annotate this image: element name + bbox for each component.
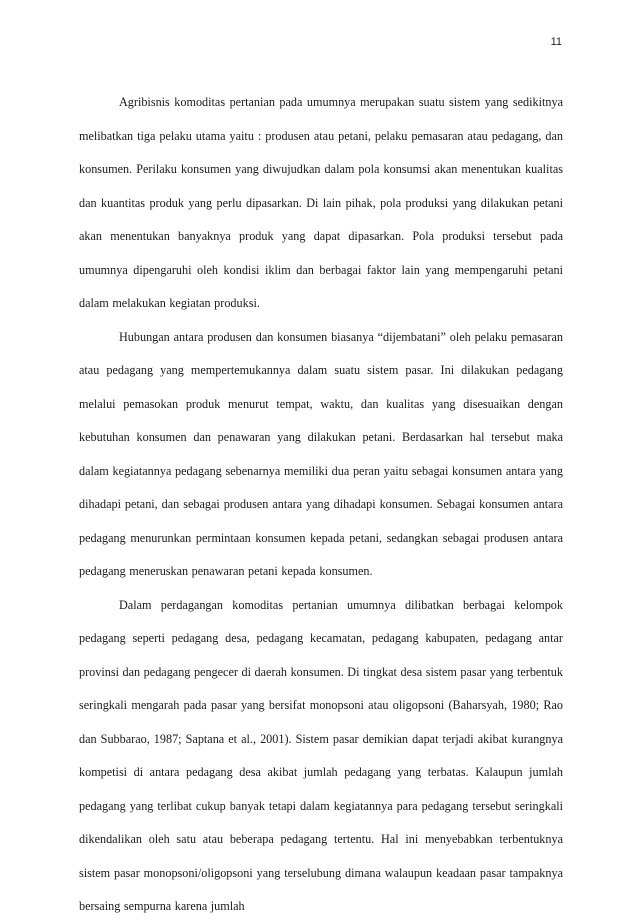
page-number: 11 <box>550 36 562 48</box>
paragraph-agribisnis: Agribisnis komoditas pertanian pada umumnya merupakan suatu sistem yang sedikitnya melibatkan tiga pelaku utama yaitu : produsen atau petani, pelaku pemasaran atau pedagang, dan konsumen. Perilaku konsumen yang diwujudkan dalam pola konsumsi akan menentukan kualitas dan kuantitas produk yang perlu dipasarkan. Di lain pihak, pola produksi yang dilakukan petani akan menentukan banyaknya produk yang dapat dipasarkan. Pola produksi tersebut pada umumnya dipengaruhi oleh kondisi iklim dan berbagai faktor lain yang mempengaruhi petani dalam melakukan kegiatan produksi. <box>79 95 563 310</box>
document-body <box>79 86 563 924</box>
paragraph-hubungan: Hubungan antara produsen dan konsumen biasanya “dijembatani” oleh pelaku pemasaran atau pedagang yang mempertemukannya dalam suatu sistem pasar. Ini dilakukan pedagang melalui pemasokan produk menurut tempat, waktu, dan kualitas yang disesuaikan dengan kebutuhan konsumen dan penawaran yang dilakukan petani. Berdasarkan hal tersebut maka dalam kegiatannya pedagang sebenarnya memiliki dua peran yaitu sebagai konsumen antara yang dihadapi petani, dan sebagai produsen antara yang dihadapi konsumen. Sebagai konsumen antara pedagang menurunkan permintaan konsumen kepada petani, sedangkan sebagai produsen antara pedagang meneruskan penawaran petani kepada konsumen. <box>79 329 563 578</box>
paragraph-perdagangan: Dalam perdagangan komoditas pertanian umumnya dilibatkan berbagai kelompok pedagang seperti pedagang desa, pedagang kecamatan, pedagang kabupaten, pedagang antar provinsi dan pedagang pengecer di daerah konsumen. Di tingkat desa sistem pasar yang terbentuk seringkali mengarah pada pasar yang bersifat monopsoni atau oligopsoni (Baharsyah, 1980; Rao dan Subbarao, 1987; Saptana et al., 2001). Sistem pasar demikian dapat terjadi akibat kurangnya kompetisi di antara pedagang desa akibat jumlah pedagang yang terbatas. Kalaupun jumlah pedagang yang terlibat cukup banyak tetapi dalam kegiatannya para pedagang tersebut seringkali dikendalikan oleh satu atau beberapa pedagang tertentu. Hal ini menyebabkan terbentuknya sistem pasar monopsoni/oligopsoni yang terselubung dimana walaupun keadaan pasar tampaknya bersaing sempurna karena jumlah <box>79 597 563 913</box>
